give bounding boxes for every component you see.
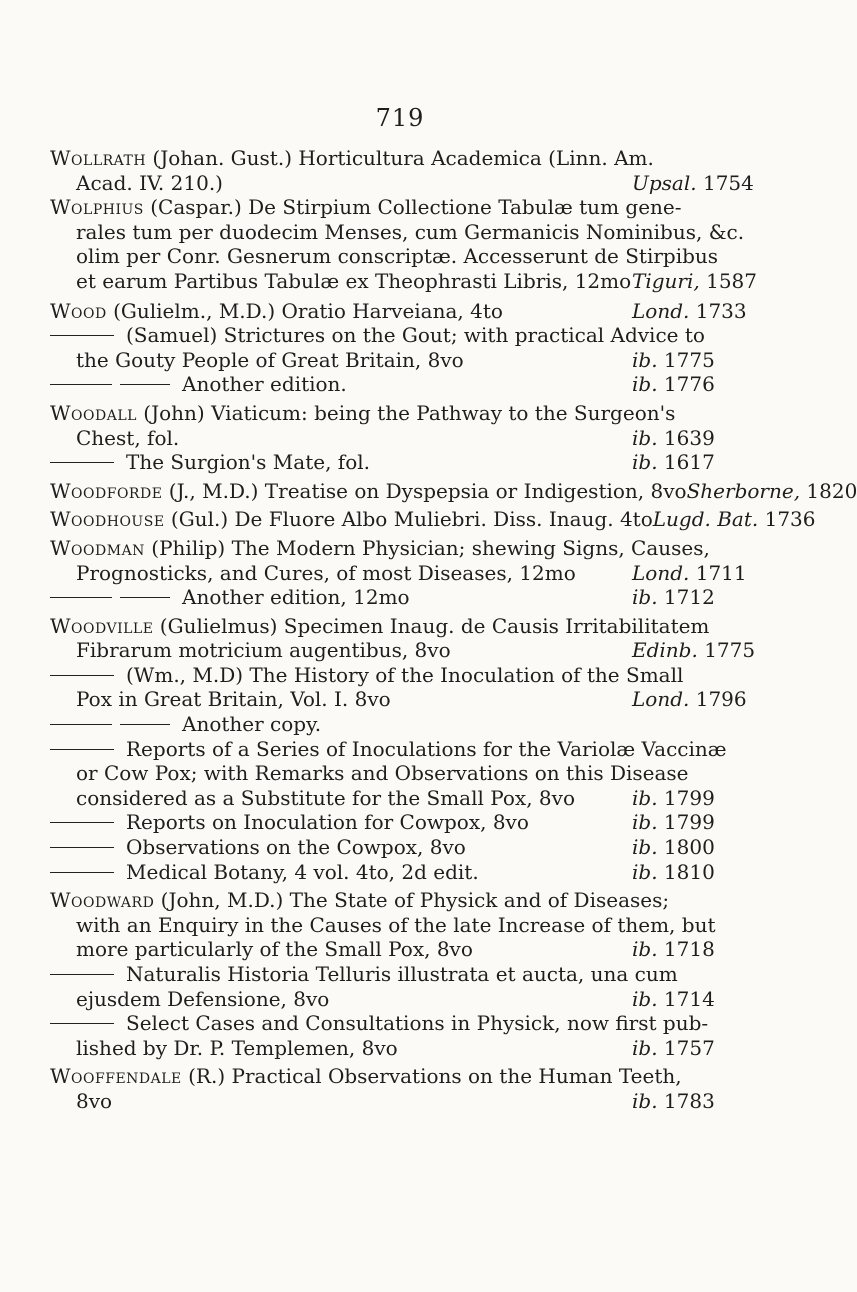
- ditto-rule: [50, 675, 114, 676]
- imprint-year: 1800: [663, 835, 715, 860]
- entry-text: [76, 348, 464, 373]
- imprint-place: Lond.: [632, 298, 690, 323]
- entry-title: Select Cases and Consultations in Physick, now first pub-: [126, 1011, 709, 1036]
- bibliography-entry: [50, 1064, 762, 1113]
- imprint: [632, 372, 762, 397]
- entry-line: [50, 810, 762, 835]
- entry-title: (Philip) The Modern Physician; shewing Signs, Causes,: [144, 535, 710, 560]
- bibliography-entry: [50, 299, 762, 324]
- ditto-rule: [50, 724, 112, 725]
- entry-line: [50, 401, 762, 426]
- entry-text: [50, 614, 709, 639]
- imprint: [632, 171, 762, 196]
- entry-text: [50, 299, 503, 324]
- imprint-year: 1639: [663, 425, 715, 450]
- imprint: [632, 810, 762, 835]
- ditto-rule: [50, 749, 114, 750]
- bibliography-entry: [50, 372, 762, 397]
- bibliography-entry: [50, 712, 762, 737]
- entry-text: [50, 737, 727, 762]
- entry-text: [76, 1089, 112, 1114]
- imprint: [632, 712, 762, 737]
- imprint: [632, 937, 762, 962]
- entry-text: [50, 401, 675, 426]
- imprint: [653, 507, 816, 532]
- imprint-place: ib.: [632, 835, 658, 860]
- entry-text: [76, 638, 451, 663]
- entry-title: olim per Conr. Gesnerum conscriptæ. Accesserunt de Stirpibus: [76, 244, 719, 269]
- imprint-year: 1714: [663, 986, 715, 1011]
- imprint-year: 1757: [663, 1035, 715, 1060]
- bibliography-entry: [50, 614, 762, 663]
- entry-text: [76, 913, 715, 938]
- ditto-rule: [120, 724, 170, 725]
- entry-title: lished by Dr. P. Templemen, 8vo: [76, 1035, 398, 1060]
- entry-line: [50, 323, 762, 348]
- bibliography-entry: [50, 450, 762, 475]
- author-surname: Woodforde: [50, 478, 163, 503]
- imprint-place: ib.: [632, 937, 658, 962]
- imprint-year: 1617: [663, 450, 715, 475]
- entry-line: [50, 761, 762, 786]
- ditto-rule: [50, 335, 114, 336]
- entry-title: rales tum per duodecim Menses, cum Germanicis Nominibus, &c.: [76, 219, 745, 244]
- imprint-place: ib.: [632, 859, 658, 884]
- entry-title: Chest, fol.: [76, 425, 180, 450]
- bibliography-entry: [50, 401, 762, 450]
- imprint-year: 1799: [663, 810, 715, 835]
- entry-title: The Surgion's Mate, fol.: [126, 450, 370, 475]
- entry-text: [76, 761, 689, 786]
- bibliography-entry: [50, 507, 816, 532]
- imprint: [632, 299, 762, 324]
- entry-title: (Wm., M.D) The History of the Inoculation of the Small: [126, 662, 684, 687]
- imprint: [632, 1089, 762, 1114]
- entry-line: [50, 937, 762, 962]
- entry-line: [50, 888, 762, 913]
- imprint-year: 1799: [663, 785, 715, 810]
- entry-text: [76, 687, 391, 712]
- imprint-place: Tiguri,: [632, 268, 700, 293]
- entry-line: [50, 638, 762, 663]
- imprint-place: ib.: [632, 347, 658, 372]
- author-surname: Woodville: [50, 613, 154, 638]
- entry-title: with an Enquiry in the Causes of the late Increase of them, but: [76, 912, 716, 937]
- entry-text: [50, 507, 653, 532]
- imprint-year: 1711: [695, 560, 747, 585]
- imprint: [632, 450, 762, 475]
- entry-title: or Cow Pox; with Remarks and Observations on this Disease: [76, 761, 689, 786]
- entry-title: Another edition, 12mo: [182, 585, 410, 610]
- entry-title: Another copy.: [182, 712, 322, 737]
- ditto-rule: [50, 974, 114, 975]
- imprint-year: 1736: [764, 507, 816, 532]
- imprint-place: Upsal.: [632, 170, 697, 195]
- bibliography-entry: [50, 536, 762, 585]
- imprint-place: ib.: [632, 450, 658, 475]
- entry-title: more particularly of the Small Pox, 8vo: [76, 937, 473, 962]
- imprint-place: ib.: [632, 785, 658, 810]
- imprint: [632, 348, 762, 373]
- ditto-rule: [50, 872, 114, 873]
- entry-line: [50, 1011, 762, 1036]
- entry-text: [50, 1064, 682, 1089]
- entry-line: [50, 987, 762, 1012]
- author-surname: Woodhouse: [50, 507, 165, 532]
- entry-text: [50, 323, 705, 348]
- entry-title: Prognosticks, and Cures, of most Diseases, 12mo: [76, 560, 576, 585]
- entry-title: Fibrarum motricium augentibus, 8vo: [76, 638, 451, 663]
- entry-text: [50, 479, 687, 504]
- imprint: [632, 561, 762, 586]
- entry-title: (John) Viaticum: being the Pathway to the Surgeon's: [136, 400, 676, 425]
- entry-title: (R.) Practical Observations on the Human Teeth,: [181, 1064, 682, 1089]
- bibliography-entry: [50, 962, 762, 1011]
- entry-text: [76, 937, 473, 962]
- imprint: [632, 687, 762, 712]
- entry-line: [50, 835, 762, 860]
- imprint-place: ib.: [632, 986, 658, 1011]
- page-number: 719: [375, 104, 425, 132]
- entry-text: [76, 244, 718, 269]
- imprint-place: Sherborne,: [686, 478, 801, 503]
- bibliography-entries: [50, 146, 857, 1114]
- entry-text: [50, 536, 710, 561]
- ditto-rule: [50, 847, 114, 848]
- entry-text: [76, 1036, 398, 1061]
- entry-title: Medical Botany, 4 vol. 4to, 2d edit.: [126, 859, 479, 884]
- entry-text: [76, 220, 744, 245]
- imprint-year: 1810: [663, 859, 715, 884]
- imprint: [632, 786, 762, 811]
- entry-text: [76, 426, 179, 451]
- entry-text: [50, 195, 682, 220]
- imprint-year: 1718: [663, 937, 715, 962]
- entry-title: Reports on Inoculation for Cowpox, 8vo: [126, 810, 529, 835]
- entry-title: Reports of a Series of Inoculations for the Variolæ Vaccinæ: [126, 736, 727, 761]
- imprint: [632, 426, 762, 451]
- entry-line: [50, 1036, 762, 1061]
- entry-line: [50, 478, 857, 504]
- bibliography-entry: [50, 195, 762, 293]
- entry-text: [50, 810, 529, 835]
- imprint-place: ib.: [632, 810, 658, 835]
- imprint-place: Lugd. Bat.: [652, 507, 759, 532]
- entry-text: [76, 561, 576, 586]
- entry-title: (Gul.) De Fluore Albo Muliebri. Diss. Inaug. 4to: [164, 507, 653, 532]
- entry-text: [50, 835, 466, 860]
- author-surname: Wollrath: [50, 146, 147, 170]
- imprint: [632, 835, 762, 860]
- entry-line: [50, 614, 762, 639]
- entry-line: [50, 786, 762, 811]
- entry-title: (J., M.D.) Treatise on Dyspepsia or Indigestion, 8vo: [162, 478, 687, 503]
- entry-line: [50, 146, 762, 171]
- entry-title: considered as a Substitute for the Small Pox, 8vo: [76, 785, 575, 810]
- entry-text: [50, 146, 654, 171]
- entry-title: (John, M.D.) The State of Physick and of Diseases;: [154, 888, 670, 913]
- imprint-year: 1775: [704, 638, 756, 663]
- author-surname: Wood: [50, 298, 107, 323]
- entry-title: Another edition.: [182, 372, 347, 397]
- bibliography-entry: [50, 835, 762, 860]
- imprint: [687, 479, 857, 504]
- entry-text: [76, 269, 631, 294]
- entry-title: Acad. IV. 210.): [76, 170, 223, 195]
- imprint-place: ib.: [632, 585, 658, 610]
- entry-text: [50, 585, 410, 610]
- entry-line: [50, 737, 762, 762]
- imprint-place: Lond.: [632, 560, 690, 585]
- entry-line: [50, 860, 762, 885]
- entry-title: (Caspar.) De Stirpium Collectione Tabulæ tum gene-: [143, 195, 682, 220]
- imprint-year: 1754: [702, 170, 754, 195]
- imprint-place: Edinb.: [632, 638, 698, 663]
- imprint: [632, 269, 762, 294]
- author-surname: Woodman: [50, 535, 145, 560]
- ditto-rule: [50, 597, 112, 598]
- entry-line: [50, 913, 762, 938]
- entry-line: [50, 663, 762, 688]
- entry-title: 8vo: [76, 1088, 113, 1113]
- imprint-year: 1587: [706, 268, 757, 293]
- entry-line: [50, 962, 762, 987]
- entry-title: Naturalis Historia Telluris illustrata et aucta, una cum: [126, 962, 678, 986]
- entry-text: [50, 712, 321, 737]
- bibliography-entry: [50, 146, 762, 195]
- entry-line: [50, 536, 762, 561]
- imprint: [632, 860, 762, 885]
- entry-title: (Samuel) Strictures on the Gout; with practical Advice to: [126, 323, 705, 348]
- bibliography-entry: [50, 585, 762, 610]
- bibliography-entry: [50, 737, 762, 811]
- bibliography-entry: [50, 663, 762, 712]
- entry-line: [50, 585, 762, 610]
- imprint-place: ib.: [632, 1035, 658, 1060]
- imprint: [632, 638, 762, 663]
- entry-line: [50, 171, 762, 196]
- entry-line: [50, 450, 762, 475]
- author-surname: Woodward: [50, 888, 155, 913]
- entry-title: et earum Partibus Tabulæ ex Theophrasti Libris, 12mo: [76, 268, 632, 293]
- bibliography-entry: [50, 810, 762, 835]
- author-surname: Wooffendale: [50, 1064, 182, 1089]
- entry-text: [76, 786, 575, 811]
- imprint-year: 1820: [806, 478, 857, 503]
- entry-text: [50, 663, 683, 688]
- entry-line: [50, 561, 762, 586]
- entry-line: [50, 712, 762, 737]
- entry-line: [50, 426, 762, 451]
- entry-text: [76, 987, 329, 1012]
- entry-line: [50, 299, 762, 324]
- entry-line: [50, 195, 762, 220]
- imprint-place: ib.: [632, 425, 658, 450]
- imprint: [632, 585, 762, 610]
- entry-line: [50, 244, 762, 269]
- entry-line: [50, 687, 762, 712]
- entry-text: [50, 888, 669, 913]
- author-surname: Wolphius: [50, 195, 144, 220]
- entry-text: [76, 171, 223, 196]
- bibliography-entry: [50, 1011, 762, 1060]
- ditto-rule: [50, 822, 114, 823]
- entry-text: [50, 962, 678, 987]
- ditto-rule: [50, 384, 112, 385]
- ditto-rule: [50, 462, 114, 463]
- entry-line: [50, 1064, 762, 1089]
- entry-title: ejusdem Defensione, 8vo: [76, 986, 330, 1011]
- entry-text: [50, 1011, 708, 1036]
- entry-title: the Gouty People of Great Britain, 8vo: [76, 347, 464, 372]
- entry-line: [50, 220, 762, 245]
- entry-line: [50, 1089, 762, 1114]
- bibliography-entry: [50, 888, 762, 962]
- imprint-year: 1783: [663, 1088, 715, 1113]
- ditto-rule: [120, 597, 170, 598]
- entry-title: Observations on the Cowpox, 8vo: [126, 835, 466, 860]
- entry-text: [50, 450, 370, 475]
- entry-line: [50, 507, 816, 532]
- bibliography-entry: [50, 860, 762, 885]
- entry-title: (Gulielm., M.D.) Oratio Harveiana, 4to: [106, 298, 503, 323]
- imprint: [632, 987, 762, 1012]
- entry-line: [50, 372, 762, 397]
- ditto-rule: [120, 384, 170, 385]
- bibliography-entry: [50, 478, 857, 504]
- entry-title: (Gulielmus) Specimen Inaug. de Causis Irritabilitatem: [153, 613, 710, 638]
- imprint-year: 1733: [695, 298, 747, 323]
- imprint-year: 1712: [663, 585, 715, 610]
- entry-title: (Johan. Gust.) Horticultura Academica (Linn. Am.: [146, 146, 654, 170]
- entry-text: [50, 860, 479, 885]
- imprint-place: ib.: [632, 1088, 658, 1113]
- entry-line: [50, 269, 762, 294]
- imprint: [632, 1036, 762, 1061]
- imprint-year: 1775: [663, 347, 715, 372]
- ditto-rule: [50, 1023, 114, 1024]
- imprint-year: 1776: [663, 372, 715, 397]
- author-surname: Woodall: [50, 400, 137, 425]
- imprint-place: Lond.: [632, 687, 690, 712]
- entry-text: [50, 372, 347, 397]
- imprint-year: 1796: [695, 687, 747, 712]
- entry-title: Pox in Great Britain, Vol. I. 8vo: [76, 687, 391, 712]
- imprint-place: ib.: [632, 372, 658, 397]
- bibliography-entry: [50, 323, 762, 372]
- entry-line: [50, 348, 762, 373]
